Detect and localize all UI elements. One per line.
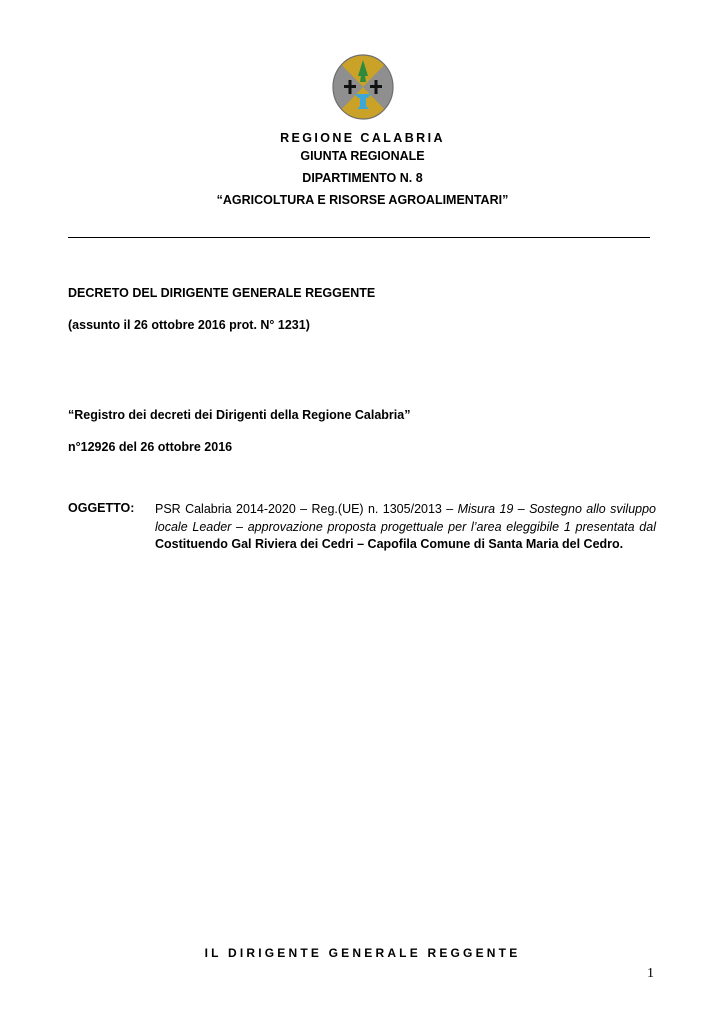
decree-assumed: (assunto il 26 ottobre 2016 prot. N° 1231) (68, 318, 310, 332)
calabria-coat-of-arms-icon (331, 54, 395, 120)
department-name: “AGRICOLTURA E RISORSE AGROALIMENTARI” (216, 193, 509, 207)
decree-title: DECRETO DEL DIRIGENTE GENERALE REGGENTE (68, 286, 376, 300)
decree-registry: “Registro dei decreti dei Dirigenti della Regione Calabria” (68, 408, 411, 422)
page-number: 1 (647, 966, 654, 981)
subject-part-3: Costituendo Gal Riviera dei Cedri – Capofila Comune di Santa Maria del Cedro. (155, 537, 624, 552)
council-heading: GIUNTA REGIONALE (300, 149, 425, 163)
subject-text (155, 501, 656, 554)
subject-label: OGGETTO: (68, 501, 135, 515)
signatory-heading: IL DIRIGENTE GENERALE REGGENTE (204, 946, 521, 960)
department-heading: DIPARTIMENTO N. 8 (302, 171, 423, 185)
subject-part-1: PSR Calabria 2014-2020 – Reg.(UE) n. 1305/2013 – (155, 502, 458, 516)
region-heading: REGIONE CALABRIA (280, 131, 445, 145)
header-divider (68, 237, 650, 238)
subject-part-2: Misura 19 – Sostegno allo sviluppo locale Leader – approvazione proposta progettuale per l’area eleggibile 1 presentata dal (155, 502, 656, 534)
decree-number: n°12926 del 26 ottobre 2016 (68, 440, 233, 454)
